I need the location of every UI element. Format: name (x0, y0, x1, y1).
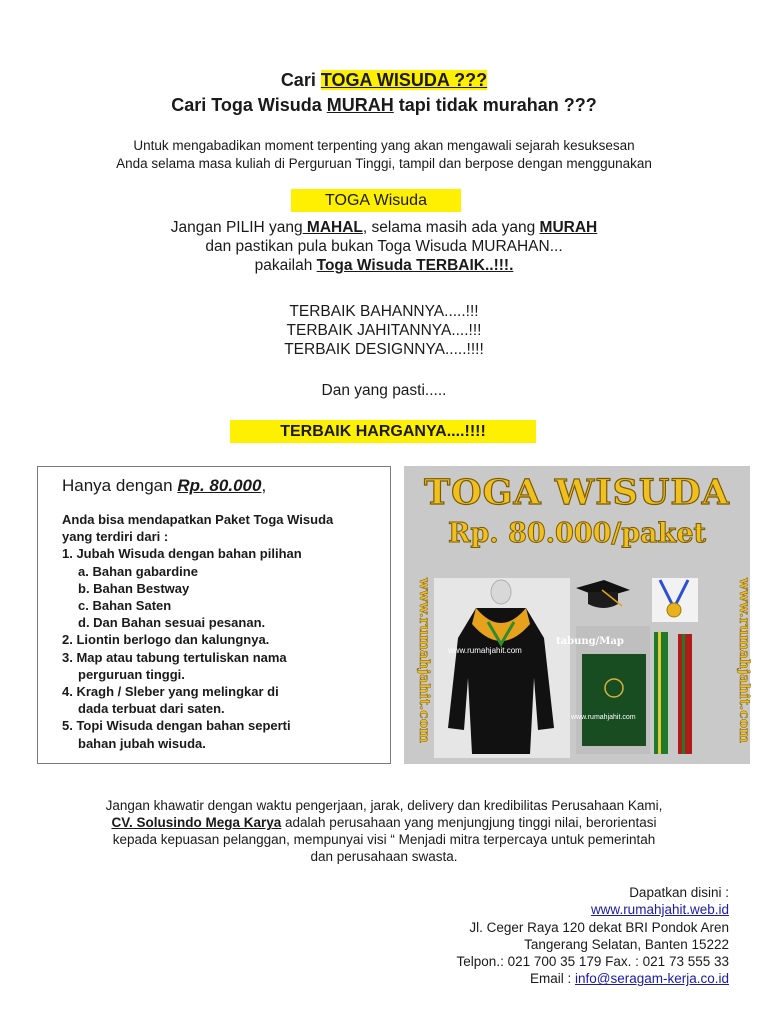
map-folder (582, 654, 646, 746)
promo-price: Rp. 80.000/paket (447, 518, 707, 549)
toga-product-illustration (426, 578, 726, 758)
list-item: 3. Map atau tabung tertuliskan nama (62, 649, 287, 665)
phone-line: Telpon.: 021 700 35 179 Fax. : 021 73 555 33 (456, 954, 729, 970)
list-item: 2. Liontin berlogo dan kalungnya. (62, 632, 270, 648)
title-line-2: Cari Toga Wisuda MURAH tapi tidak murahan ??? (171, 95, 597, 115)
title-line-1: Cari TOGA WISUDA ??? (280, 70, 488, 90)
gown-url-label: www.rumahjahit.com (448, 646, 522, 655)
promo-title: TOGA WISUDA (424, 472, 730, 513)
address-line: Jl. Ceger Raya 120 dekat BRI Pondok Aren (469, 919, 729, 935)
list-item: Anda bisa mendapatkan Paket Toga Wisuda (62, 512, 334, 527)
contact-heading: Dapatkan disini : (629, 885, 729, 900)
intro-text: Untuk mengabadikan moment terpenting yang akan mengawali sejarah kesuksesan Anda selama masa kuliah di Perguruan Tinggi, tampil dan berpose dengan menggunakan (116, 138, 652, 171)
mannequin-head (491, 580, 511, 604)
terbaik-item: TERBAIK DESIGNNYA.....!!!! (284, 341, 484, 358)
list-item: c. Bahan Saten (78, 598, 172, 614)
promo-image (404, 466, 750, 764)
tabung-label: tabung/Map (556, 636, 624, 647)
company-paragraph: Jangan khawatir dengan waktu pengerjaan, jarak, delivery dan kredibilitas Perusahaan Kami, CV. Solusindo Mega Karya adalah perusahaan yang menjungjung tinggi nilai, berorientasi kepada kepuasan pelanggan, mempunyai visi “ Menjadi mitra terpercaya untuk pemerintah dan perusahaan swasta. (105, 798, 663, 864)
tube-stripe (658, 632, 661, 754)
title-highlight: TOGA WISUDA ??? (320, 70, 488, 90)
offer-price: Rp. 80.000 (177, 476, 262, 495)
terbaik-item: TERBAIK JAHITANNYA....!!! (286, 322, 482, 339)
list-item: b. Bahan Bestway (78, 580, 190, 596)
package-contents (62, 511, 382, 752)
email-link[interactable]: info@seragam-kerja.co.id (574, 971, 729, 987)
pitch-text: Jangan PILIH yang MAHAL, selama masih ada yang MURAH dan pastikan pula bukan Toga Wisuda MURAHAN... pakailah Toga Wisuda TERBAIK..!!!. (170, 219, 598, 274)
pasti-text: Dan yang pasti..... (321, 382, 447, 399)
map-url-label: www.rumahjahit.com (571, 714, 636, 721)
promo-side-url-right: www.rumahjahit.com (736, 578, 752, 743)
promo-side-url-left: www.rumahjahit.com (416, 578, 432, 743)
page-title (0, 68, 768, 118)
list-item: perguruan tinggi. (78, 666, 185, 682)
list-item: 5. Topi Wisuda dengan bahan seperti (62, 718, 291, 734)
price-band: TERBAIK HARGANYA....!!!! (230, 420, 536, 443)
list-item: a. Bahan gabardine (78, 563, 198, 579)
list-item: 4. Kragh / Sleber yang melingkar di (62, 684, 279, 700)
contact-block: Dapatkan disini : www.rumahjahit.web.id Jl. Ceger Raya 120 dekat BRI Pondok Aren Tangerang Selatan, Banten 15222 Telpon.: 021 700 35 179 Fax. : 021 73 555 33 Email : info@seragam-kerja.co.id (456, 885, 729, 987)
medal-icon (667, 603, 681, 617)
list-item: dada terbuat dari saten. (78, 701, 225, 717)
tube-stripe-2 (682, 634, 685, 754)
list-item: bahan jubah wisuda. (78, 735, 206, 751)
offer-line: Hanya dengan Rp. 80.000, (62, 476, 267, 495)
address-line: Tangerang Selatan, Banten 15222 (524, 936, 729, 952)
website-link[interactable]: www.rumahjahit.web.id (590, 902, 729, 918)
list-item: 1. Jubah Wisuda dengan bahan pilihan (62, 546, 302, 562)
terbaik-item: TERBAIK BAHANNYA.....!!! (289, 303, 479, 320)
company-name: CV. Solusindo Mega Karya (111, 815, 282, 830)
toga-band: TOGA Wisuda (291, 189, 461, 212)
terbaik-list (0, 302, 768, 359)
list-item: yang terdiri dari : (62, 529, 169, 545)
list-item: d. Dan Bahan sesuai pesanan. (78, 615, 266, 631)
package-box (37, 466, 391, 764)
